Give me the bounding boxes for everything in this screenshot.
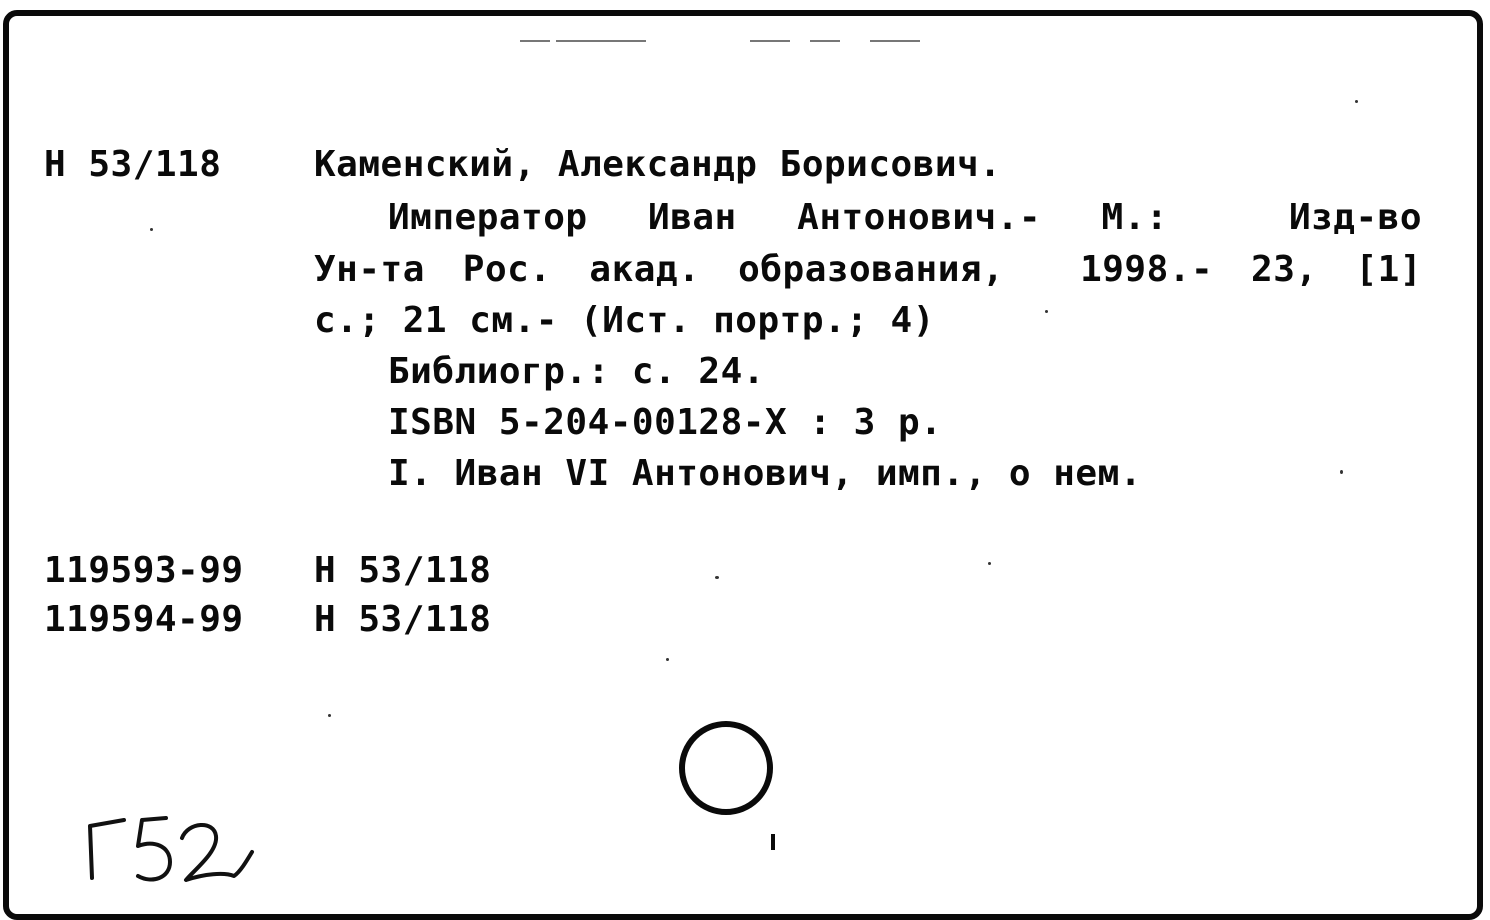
inventory-number: 119594-99 xyxy=(44,599,244,640)
author-heading: Каменский, Александр Борисович. xyxy=(314,144,1002,185)
scan-speck xyxy=(666,658,669,661)
physical-description: с.; 21 см.- (Ист. портр.; 4) xyxy=(314,300,935,341)
shelf-mark: Н 53/118 xyxy=(314,550,492,591)
scan-speck xyxy=(150,228,153,231)
scan-mark xyxy=(870,40,920,42)
scan-speck xyxy=(328,714,331,717)
handwritten-note xyxy=(84,812,264,892)
isbn-line: ISBN 5-204-00128-X : 3 р. xyxy=(388,402,943,443)
scan-mark xyxy=(771,834,775,850)
call-number: Н 53/118 xyxy=(44,144,222,185)
inventory-number: 119593-99 xyxy=(44,550,244,591)
scan-mark xyxy=(520,40,550,42)
scan-speck xyxy=(715,576,719,579)
imprint-line: Ун-та Рос. акад. образования, 1998.- 23, [1] xyxy=(314,249,1422,290)
scan-mark xyxy=(556,40,646,42)
scan-mark xyxy=(810,40,840,42)
scan-mark xyxy=(750,40,790,42)
title-statement: Император Иван Антонович.- М.: Изд-во xyxy=(388,197,1422,238)
scan-speck xyxy=(1340,470,1343,474)
scan-speck xyxy=(988,562,991,565)
bibliography-note: Библиогр.: с. 24. xyxy=(388,351,765,392)
shelf-mark: Н 53/118 xyxy=(314,599,492,640)
scan-speck xyxy=(1045,310,1048,313)
scan-speck xyxy=(1355,100,1358,103)
card-punch-hole xyxy=(679,721,773,815)
subject-heading: I. Иван VI Антонович, имп., о нем. xyxy=(388,453,1142,494)
